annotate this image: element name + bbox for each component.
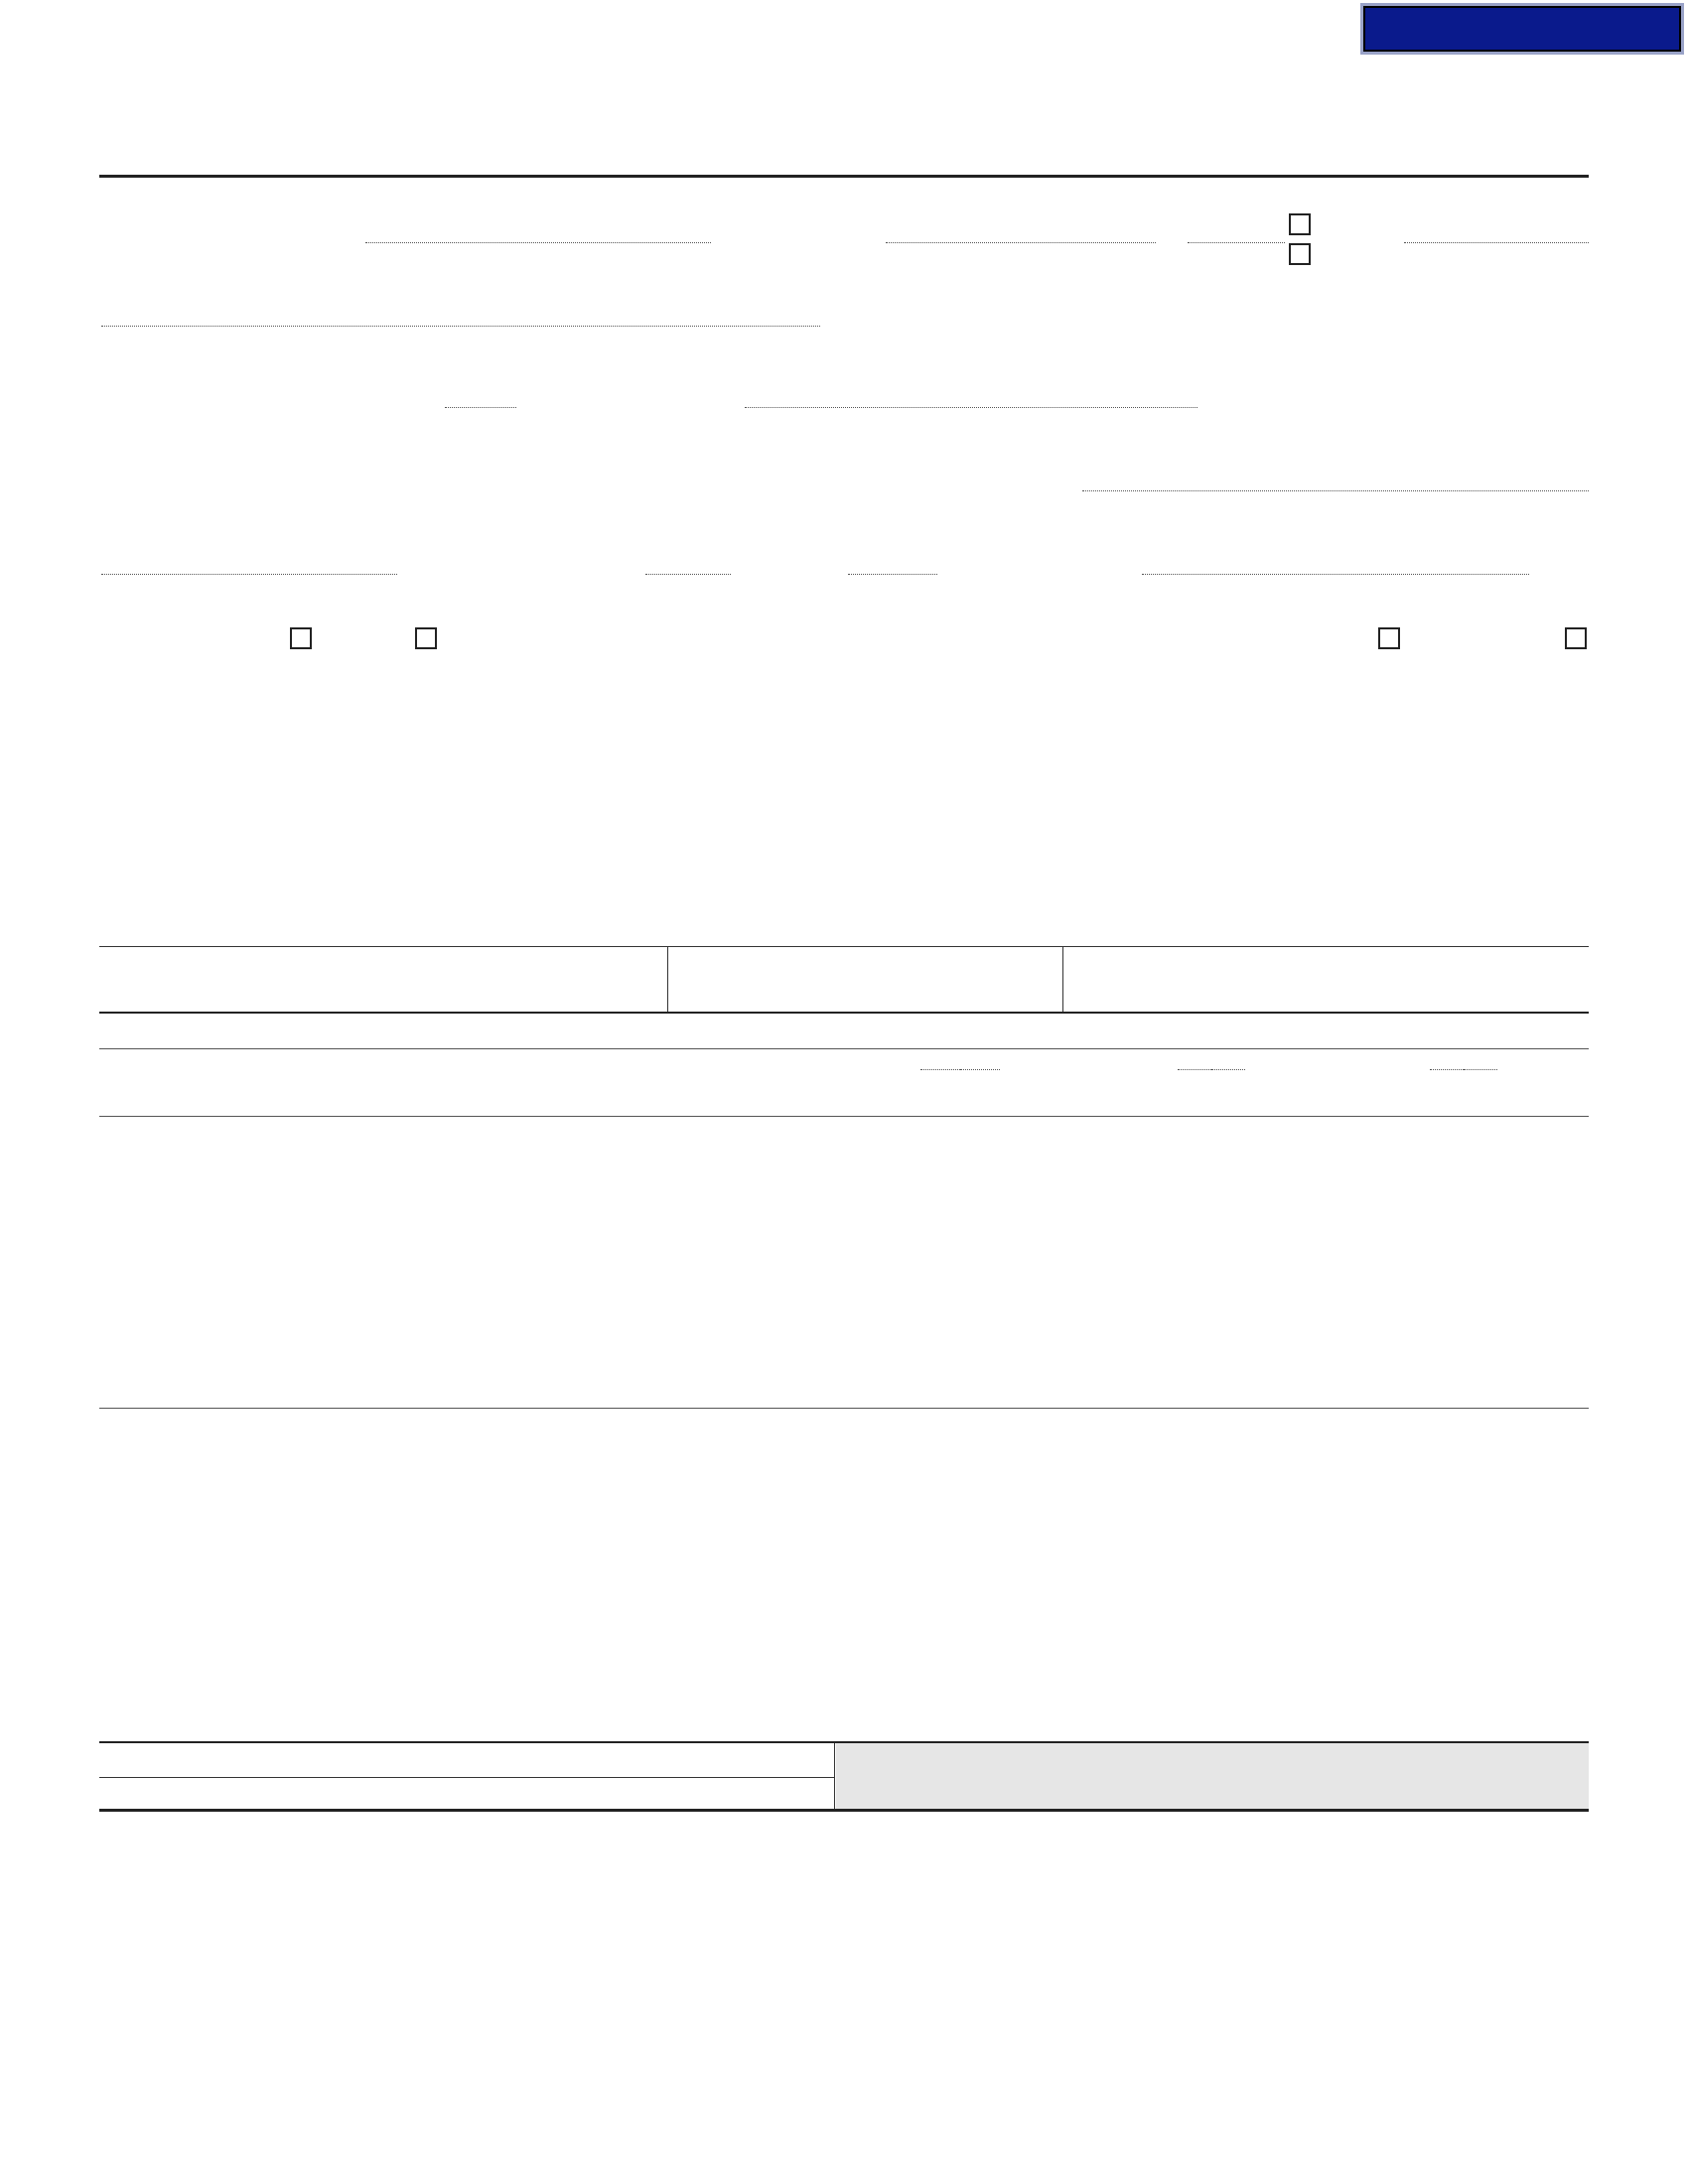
fy-year-line [445, 407, 516, 408]
biennial-checkbox[interactable] [415, 627, 437, 649]
col-actual-header [836, 1052, 1084, 1076]
col-actual-year2[interactable] [960, 1069, 1000, 1070]
col-approved-header [1338, 1052, 1589, 1076]
location-value [101, 286, 252, 316]
resources-header-rule [99, 1116, 1589, 1117]
am-checkbox[interactable] [1289, 213, 1311, 235]
pm-checkbox[interactable] [1289, 243, 1311, 265]
col-approved-year1[interactable] [1430, 1069, 1464, 1070]
col-approved-year2[interactable] [1464, 1069, 1497, 1070]
governing-body-line [365, 242, 711, 243]
contact-bottom-rule [99, 1012, 1589, 1014]
date-line [886, 242, 1156, 243]
same-basis-checkbox[interactable] [1378, 627, 1400, 649]
website-line [1142, 574, 1529, 575]
col-adopted-year2[interactable] [1211, 1069, 1245, 1070]
col-approved-years [1338, 1052, 1589, 1076]
header-rule [99, 175, 1589, 178]
location-field[interactable] [101, 286, 820, 317]
location-line [101, 326, 820, 327]
clear-page-button[interactable] [1360, 3, 1684, 55]
col-actual-years [836, 1052, 1084, 1076]
time-line [1188, 242, 1285, 243]
col-adopted-year1[interactable] [1178, 1069, 1211, 1070]
open-time-line [645, 574, 731, 575]
col-adopted-header [1086, 1052, 1336, 1076]
annual-checkbox[interactable] [290, 627, 312, 649]
resources-title-rule [99, 1048, 1589, 1049]
contact-divider-2 [1062, 946, 1063, 1012]
fte-shaded-header [836, 1743, 1589, 1809]
address-line [1404, 242, 1589, 243]
city-line [101, 574, 397, 575]
close-time-line [848, 574, 937, 575]
fte-header-divider [834, 1743, 835, 1809]
different-basis-checkbox[interactable] [1565, 627, 1587, 649]
col-adopted-years [1086, 1052, 1336, 1076]
contact-top-rule [99, 946, 1589, 947]
municipal-line [745, 407, 1197, 408]
fte-header-bottom-rule [99, 1809, 1589, 1812]
fte-header-mid-rule [99, 1777, 834, 1778]
col-actual-year1[interactable] [920, 1069, 960, 1070]
requirements-title-rule [99, 1408, 1589, 1409]
street-line [1082, 490, 1589, 491]
contact-divider-1 [667, 946, 668, 1012]
